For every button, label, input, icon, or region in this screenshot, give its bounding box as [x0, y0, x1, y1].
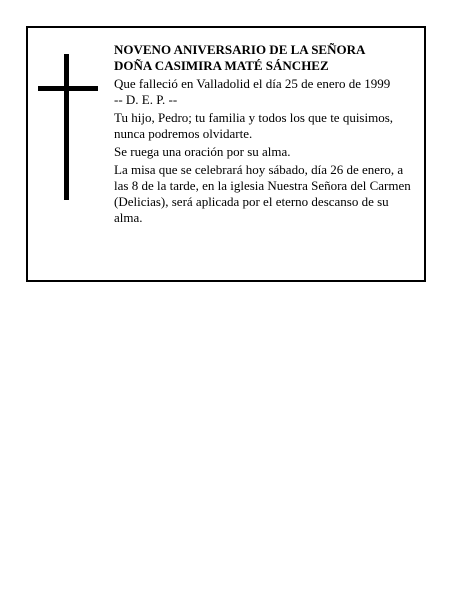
cross-vertical-bar [64, 54, 69, 200]
notice-text [114, 42, 418, 226]
death-line: Que falleció en Valladolid el día 25 de enero de 1999 [114, 76, 391, 91]
rip-line: -- D. E. P. -- [114, 92, 178, 107]
cross-icon [38, 54, 100, 200]
cross-horizontal-bar [38, 86, 98, 91]
prayer-text: Se ruega una oración por su alma. [114, 144, 291, 159]
family-text: Tu hijo, Pedro; tu familia y todos los que te quisimos, nunca podremos olvidarte. [114, 110, 394, 141]
notice-title-line1: NOVENO ANIVERSARIO DE LA SEÑORA [114, 42, 366, 57]
obituary-notice [26, 26, 426, 282]
mass-text: La misa que se celebrará hoy sábado, día 26 de enero, a las 8 de la tarde, en la iglesia Nuestra Señora del Carmen (Delicias), será aplicada por el eterno descanso de su alma. [114, 162, 411, 225]
notice-title-line2: DOÑA CASIMIRA MATÉ SÁNCHEZ [114, 58, 329, 73]
